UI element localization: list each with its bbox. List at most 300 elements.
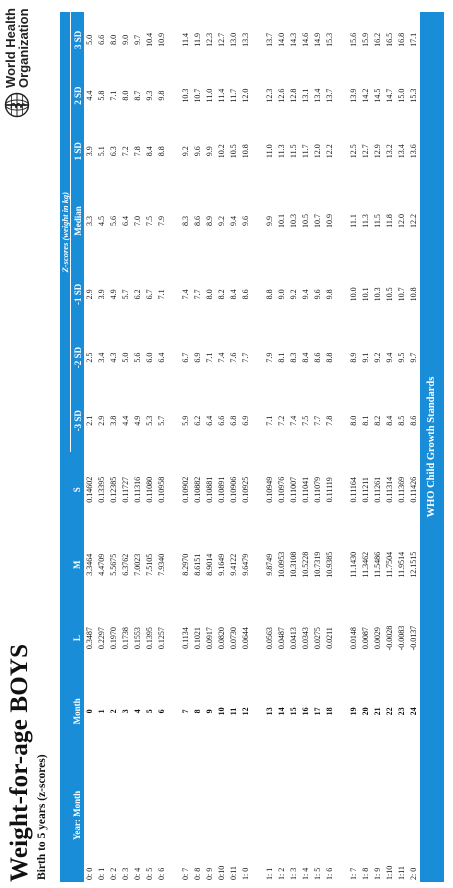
table-row [180, 12, 192, 882]
table-cell: 13.7 [265, 32, 274, 47]
table-cell: 11.5 [373, 214, 382, 228]
table-cell: 0: 8 [193, 867, 202, 880]
table-cell: 14.2 [361, 88, 370, 103]
table-cell: 1: 2 [277, 867, 286, 880]
table-cell: 12.2 [325, 144, 334, 159]
table-cell: 6.2 [133, 289, 142, 300]
table-cell: 4.4 [85, 90, 94, 101]
table-cell: 0:10 [217, 865, 226, 880]
table-cell: 11.9514 [397, 551, 406, 578]
table-cell: 10.1 [277, 213, 286, 228]
table-cell: 11.3462 [361, 551, 370, 578]
table-cell: 12.7 [361, 144, 370, 159]
table-cell: 3.8 [109, 415, 118, 426]
table-cell: 2: 0 [409, 867, 418, 880]
table-row [396, 12, 408, 882]
table-cell: 9.4 [301, 289, 310, 300]
table-cell: 9.1649 [217, 553, 226, 576]
column-header: -2 SD [71, 326, 85, 389]
table-cell: 8.0 [121, 90, 130, 101]
table-cell: 5.0 [121, 352, 130, 363]
table-cell: 12.0 [313, 144, 322, 159]
table-cell: 0.0563 [265, 627, 274, 650]
table-cell: 8.5 [397, 415, 406, 426]
table-cell: 6.9 [241, 415, 250, 426]
table-cell: -0.0028 [385, 625, 394, 651]
column-header: 3 SD [71, 12, 85, 68]
table-cell: 12 [241, 707, 250, 716]
table-cell: 10.0 [349, 287, 358, 302]
table-cell: 0.13395 [97, 476, 106, 503]
table-cell: 7.2 [121, 146, 130, 157]
table-cell: 16.2 [373, 32, 382, 47]
table-cell: 14.6 [301, 32, 310, 47]
table-row [120, 12, 132, 882]
table-cell: 13.3 [241, 32, 250, 47]
table-cell: 0.12385 [109, 476, 118, 503]
table-cell: 2.9 [97, 415, 106, 426]
table-cell: 0: 1 [97, 867, 106, 880]
table-cell: 7.9 [157, 215, 166, 226]
table-cell: 2.5 [85, 352, 94, 363]
table-cell: 9.1 [361, 352, 370, 363]
table-cell: 12.9 [373, 144, 382, 159]
table-cell: 13 [265, 707, 274, 716]
table-cell: 14.5 [373, 88, 382, 103]
table-cell: 3.4 [97, 352, 106, 363]
table-cell: 0.10881 [205, 476, 214, 503]
table-cell: 0.10891 [217, 476, 226, 503]
table-cell: 10.9385 [325, 551, 334, 578]
table-cell: 0.10949 [265, 476, 274, 503]
table-cell: 0.10902 [181, 476, 190, 503]
table-cell: 6.2 [193, 415, 202, 426]
table-cell: 6.9 [193, 352, 202, 363]
table-cell: 7.5105 [145, 553, 154, 576]
table-row [144, 12, 156, 882]
table-cell: 9.0 [121, 34, 130, 45]
table-cell: 9.7 [409, 352, 418, 363]
table-cell: 15.9 [361, 32, 370, 47]
table-cell: 8.1 [361, 415, 370, 426]
table-cell: 7.5 [301, 415, 310, 426]
table-cell: 5.9 [181, 415, 190, 426]
table-cell: 0: 5 [145, 867, 154, 880]
table-cell: 13.6 [409, 144, 418, 159]
table-cell: 11.9 [193, 33, 202, 47]
table-cell: 0: 9 [205, 867, 214, 880]
table-cell: 5 [145, 709, 154, 714]
table-cell: 21 [373, 707, 382, 716]
table-cell: 0: 6 [157, 867, 166, 880]
column-header: 2 SD [71, 68, 85, 124]
table-cell: 9.2 [373, 352, 382, 363]
table-cell: 7 [181, 709, 190, 714]
table-cell: 4.9 [133, 415, 142, 426]
table-cell: 16.5 [385, 32, 394, 47]
table-row [204, 12, 216, 882]
table-cell: 8.3 [181, 215, 190, 226]
column-header: M [71, 527, 85, 602]
table-cell: 9.5 [397, 352, 406, 363]
table-cell: 11.7 [229, 88, 238, 103]
column-header: 1 SD [71, 123, 85, 179]
table-cell: 11.4 [181, 33, 190, 47]
table-cell: 9.9 [265, 215, 274, 226]
table-cell: 10.7 [193, 88, 202, 103]
table-cell: 2 [109, 709, 118, 714]
table-cell: -0.0137 [409, 625, 418, 651]
table-cell: 13.7 [325, 88, 334, 103]
table-row [288, 12, 300, 882]
table-cell: 7.9340 [157, 553, 166, 576]
table-cell: 11.1 [349, 214, 358, 228]
table-cell: 9.6 [241, 215, 250, 226]
table-cell: 0.1134 [181, 627, 190, 649]
column-header: Year: Month [71, 749, 85, 882]
table-cell: 6.3 [109, 146, 118, 157]
table-cell: 13.9 [349, 88, 358, 103]
table-cell: 0.10958 [157, 476, 166, 503]
table-cell: 16 [301, 707, 310, 716]
table-cell: 8.6151 [193, 553, 202, 576]
table-cell: 15.6 [349, 32, 358, 47]
table-cell: 8.9 [205, 215, 214, 226]
table-cell: 10.7 [313, 213, 322, 228]
table-cell: 11.7 [301, 144, 310, 159]
table-cell: 1:10 [385, 865, 394, 880]
table-row [228, 12, 240, 882]
weight-for-age-table [60, 12, 444, 882]
table-cell: 1: 5 [313, 867, 322, 880]
table-cell: 7.6 [229, 352, 238, 363]
table-cell: 15.0 [397, 88, 406, 103]
table-cell: 9.8 [157, 90, 166, 101]
table-cell: 0.0148 [349, 627, 358, 650]
table-cell: 11.3 [361, 214, 370, 228]
table-cell: 4.5 [97, 215, 106, 226]
table-cell: 0.0730 [229, 627, 238, 650]
table-cell: 0.11007 [289, 476, 298, 503]
table-cell: 9 [205, 709, 214, 714]
table-cell: 9.2 [217, 215, 226, 226]
table-cell: 8.1 [277, 352, 286, 363]
table-cell: 10.7319 [313, 551, 322, 578]
table-cell: 0.1738 [121, 627, 130, 650]
table-cell: 4.4 [121, 415, 130, 426]
table-cell: 11.1430 [349, 551, 358, 578]
table-cell: 7.4 [181, 289, 190, 300]
table-cell: 0 [85, 709, 94, 714]
table-cell: 8.8 [157, 146, 166, 157]
footer-band: WHO Child Growth Standards [420, 12, 444, 882]
table-cell: 7.8 [325, 415, 334, 426]
table-cell: 6.3762 [121, 553, 130, 576]
table-cell: 5.7 [121, 289, 130, 300]
table-cell: 7.7 [193, 289, 202, 300]
table-cell: 0.11314 [385, 476, 394, 503]
table-cell: 5.3 [145, 415, 154, 426]
table-cell: 8.6 [313, 352, 322, 363]
table-cell: 0.0029 [373, 627, 382, 650]
table-cell: 7.1 [265, 415, 274, 426]
table-cell: 0.2297 [97, 627, 106, 650]
table-cell: 8.6 [193, 215, 202, 226]
table-row [240, 12, 252, 882]
table-row [216, 12, 228, 882]
table-cell: 9.6 [313, 289, 322, 300]
table-cell: 9.8 [325, 289, 334, 300]
table-cell: 17 [313, 707, 322, 716]
table-cell: 10.5 [229, 144, 238, 159]
table-body [84, 12, 420, 882]
table-cell: 1:11 [397, 866, 406, 880]
table-cell: 0.11426 [409, 476, 418, 503]
table-cell: 5.6 [133, 352, 142, 363]
column-header: -1 SD [71, 263, 85, 326]
table-row [384, 12, 396, 882]
table-cell: 12.3 [265, 88, 274, 103]
table-cell: 5.5675 [109, 553, 118, 576]
table-cell: 5.8 [97, 90, 106, 101]
table-row [408, 12, 420, 882]
table-cell: 10.0953 [277, 551, 286, 578]
table-cell: 4 [133, 709, 142, 714]
table-cell: 1: 0 [241, 867, 250, 880]
table-cell: 7.8 [133, 146, 142, 157]
table-cell: 9.7 [133, 34, 142, 45]
table-cell: 10.5228 [301, 551, 310, 578]
table-cell: 18 [325, 707, 334, 716]
table-cell: 10.3 [181, 88, 190, 103]
table-cell: 16.8 [397, 32, 406, 47]
table-row [84, 12, 96, 882]
table-cell: 0:11 [229, 866, 238, 880]
page-title: Weight-for-age BOYS [6, 643, 33, 882]
table-cell: 11.7504 [385, 551, 394, 578]
column-header: Month [71, 674, 85, 749]
table-cell: 12.0 [397, 213, 406, 228]
table-cell: 8.4 [301, 352, 310, 363]
table-cell: 8.0 [109, 34, 118, 45]
table-cell: 1: 7 [349, 867, 358, 880]
table-cell: 7.0023 [133, 553, 142, 576]
table-cell: 3.3 [85, 215, 94, 226]
table-cell: 0.11041 [301, 476, 310, 503]
table-cell: 0.10906 [229, 476, 238, 503]
table-cell: 5.1 [97, 146, 106, 157]
table-cell: 7.7 [241, 352, 250, 363]
table-cell: 7.2 [277, 415, 286, 426]
table-cell: 6.4 [205, 415, 214, 426]
table-cell: 23 [397, 707, 406, 716]
table-cell: 0.11119 [325, 477, 334, 503]
table-cell: 0.11316 [133, 476, 142, 503]
table-cell: 0.14602 [85, 476, 94, 503]
table-row [264, 12, 276, 882]
table-cell: 3 [121, 709, 130, 714]
table-cell: 8.4 [229, 289, 238, 300]
table-cell: 0.11369 [397, 476, 406, 503]
column-header-row [71, 12, 85, 882]
table-cell: 9.2 [289, 289, 298, 300]
column-header: -3 SD [71, 389, 85, 452]
table-row [360, 12, 372, 882]
logo-line-1: World Health [3, 8, 18, 88]
table-cell: 12.7 [217, 32, 226, 47]
table-cell: 6 [157, 709, 166, 714]
table-cell: 14.3 [289, 32, 298, 47]
table-cell: 6.0 [145, 352, 154, 363]
table-row [324, 12, 336, 882]
table-cell: 12.3 [205, 32, 214, 47]
table-cell: 4.9 [109, 289, 118, 300]
table-cell: 0: 3 [121, 867, 130, 880]
table-cell: 8 [193, 709, 202, 714]
table-cell: 12.1515 [409, 551, 418, 578]
table-cell: 8.3 [289, 352, 298, 363]
table-cell: 7.9 [265, 352, 274, 363]
table-cell: 0: 0 [85, 867, 94, 880]
table-cell: 8.2 [373, 415, 382, 426]
table-cell: 0.1970 [109, 627, 118, 650]
table-cell: 24 [409, 707, 418, 716]
group-spacer [252, 12, 264, 882]
table-row [192, 12, 204, 882]
table-cell: 0.0644 [241, 627, 250, 650]
table-cell: 0.11727 [121, 476, 130, 503]
table-cell: 20 [361, 707, 370, 716]
table-cell: 1: 3 [289, 867, 298, 880]
table-cell: 13.4 [397, 144, 406, 159]
table-cell: 11.4 [217, 88, 226, 103]
table-cell: 14.0 [277, 32, 286, 47]
table-cell: 9.3 [145, 90, 154, 101]
table-cell: 10.8 [409, 287, 418, 302]
table-cell: 0.3487 [85, 627, 94, 650]
table-cell: -0.0083 [397, 625, 406, 651]
table-cell: 6.6 [97, 34, 106, 45]
table-cell: 7.4 [289, 415, 298, 426]
table-cell: 9.6479 [241, 553, 250, 576]
table-cell: 6.4 [157, 352, 166, 363]
table-cell: 19 [349, 707, 358, 716]
table-cell: 0.11211 [361, 477, 370, 503]
table-row [276, 12, 288, 882]
table-cell: 14.9 [313, 32, 322, 47]
table-cell: 0: 2 [109, 867, 118, 880]
table-cell: 12.5 [349, 144, 358, 159]
table-cell: 8.6 [241, 289, 250, 300]
table-cell: 11 [229, 707, 238, 716]
table-cell: 10.5 [301, 213, 310, 228]
table-cell: 10 [217, 707, 226, 716]
table-cell: 13.4 [313, 88, 322, 103]
table-cell: 8.6 [409, 415, 418, 426]
table-cell: 0.10976 [277, 476, 286, 503]
table-cell: 0.11261 [373, 476, 382, 503]
table-cell: 0.1395 [145, 627, 154, 650]
table-cell: 12.6 [277, 88, 286, 103]
table-cell: 0.10882 [193, 476, 202, 503]
table-cell: 17.1 [409, 32, 418, 47]
table-cell: 9.9 [205, 146, 214, 157]
table-cell: 4.3 [109, 352, 118, 363]
table-cell: 0.0820 [217, 627, 226, 650]
table-row [156, 12, 168, 882]
table-cell: 0.11080 [145, 476, 154, 503]
table-cell: 2.1 [85, 415, 94, 426]
table-cell: 8.9 [349, 352, 358, 363]
table-cell: 0: 4 [133, 867, 142, 880]
table-cell: 8.9014 [205, 553, 214, 576]
table-cell: 15.3 [325, 32, 334, 47]
table-cell: 8.8 [265, 289, 274, 300]
table-cell: 5.6 [109, 215, 118, 226]
table-cell: 10.5 [385, 287, 394, 302]
table-cell: 7.7 [313, 415, 322, 426]
table-cell: 0.0917 [205, 627, 214, 650]
table-cell: 0.1021 [193, 627, 202, 650]
table-cell: 9.6 [193, 146, 202, 157]
table-cell: 14 [277, 707, 286, 716]
zscore-group-header: Z-scores (weight in kg) [60, 12, 71, 452]
table-cell: 8.8 [325, 352, 334, 363]
table-row [96, 12, 108, 882]
table-cell: 6.6 [217, 415, 226, 426]
table-cell: 7.0 [133, 215, 142, 226]
table-cell: 1: 4 [301, 867, 310, 880]
table-cell: 8.0 [205, 289, 214, 300]
table-cell: 0.0487 [277, 627, 286, 650]
table-cell: 12.8 [289, 88, 298, 103]
table-cell: 13.2 [385, 144, 394, 159]
table-cell: 11.0 [205, 88, 214, 103]
table-row [372, 12, 384, 882]
table-cell: 7.1 [205, 352, 214, 363]
table-cell: 6.7 [181, 352, 190, 363]
table-cell: 3.3464 [85, 553, 94, 576]
table-cell: 1: 1 [265, 867, 274, 880]
table-cell: 10.8 [241, 144, 250, 159]
table-cell: 7.1 [157, 289, 166, 300]
table-cell: 9.4122 [229, 553, 238, 576]
table-row [132, 12, 144, 882]
table-cell: 6.7 [145, 289, 154, 300]
table-cell: 11.5486 [373, 551, 382, 578]
table-cell: 0.1553 [133, 627, 142, 650]
table-cell: 15 [289, 707, 298, 716]
table-cell: 7.1 [109, 90, 118, 101]
table-cell: 10.1 [361, 287, 370, 302]
table-cell: 22 [385, 707, 394, 716]
table-row [108, 12, 120, 882]
table-row [312, 12, 324, 882]
table-cell: 4.4709 [97, 553, 106, 576]
table-row [300, 12, 312, 882]
table-cell: 10.2 [217, 144, 226, 159]
table-cell: 13.1 [301, 88, 310, 103]
group-spacer [336, 12, 348, 882]
table-cell: 9.4 [385, 352, 394, 363]
table-cell: 0: 7 [181, 867, 190, 880]
table-cell: 1: 6 [325, 867, 334, 880]
table-cell: 6.8 [229, 415, 238, 426]
page-subtitle: Birth to 5 years (z-scores) [36, 754, 48, 880]
table-cell: 1: 9 [373, 867, 382, 880]
table-cell: 12.0 [241, 88, 250, 103]
table-cell: 10.3 [289, 213, 298, 228]
